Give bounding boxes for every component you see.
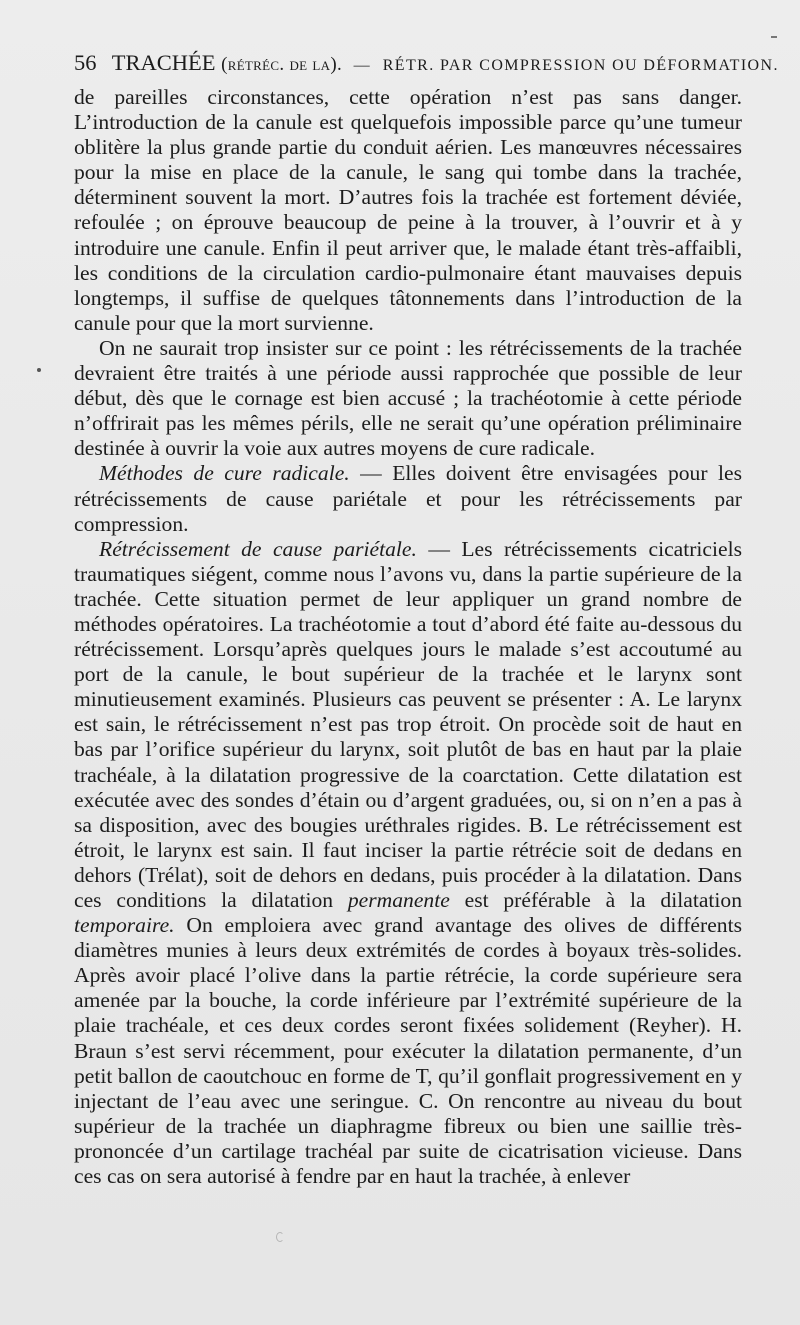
- paragraph-4: [74, 537, 742, 1189]
- corner-speck: [771, 36, 777, 38]
- header-running-title: RÉTR. PAR COMPRESSION OU DÉFORMATION.: [382, 57, 779, 74]
- running-header: [74, 46, 779, 80]
- margin-dot: [37, 368, 41, 372]
- paragraph-2: On ne saurait trop insister sur ce point : les rétrécissements de la trachée devraient être traités à une période aussi rapprochée que possible de leur début, dès que le cornage est bien accusé ; la trachéotomie à cette période n’offrirait pas les mêmes périls, elle ne serait qu’une opération préliminaire destinée à ouvrir la voie aux autres moyens de cure radicale.: [74, 335, 742, 461]
- paragraph-1: de pareilles circonstances, cette opération n’est pas sans danger. L’introduction de la canule est quelquefois impossible parce qu’une tumeur oblitère la plus grande partie du conduit aérien. Les manœuvres nécessaires pour la mise en place de la canule, le sang qui tombe dans la trachée, déterminent souvent la mort. D’autres fois la trachée est fortement déviée, refoulée ; on éprouve beaucoup de peine à la trouver, à l’ouvrir et à y introduire une canule. Enfin il peut arriver que, le malade étant très-affaibli, les conditions de la circulation cardio-pulmonaire étant mauvaises depuis longtemps, il suffise de quelques tâtonnements dans l’introduction de la canule pour que la mort survienne.: [74, 85, 742, 335]
- emphasis-temporaire: temporaire.: [74, 913, 175, 938]
- section-heading-retrecissement: Rétrécissement de cause pariétale.: [99, 536, 417, 561]
- page-number: 56: [74, 50, 97, 75]
- header-title: TRACHÉE: [111, 50, 216, 75]
- paragraph-4-text-a: — Les rétrécissements cicatriciels traumatiques siégent, comme nous l’avons vu, dans la partie supérieure de la trachée. Cette situation permet de leur appliquer un grand nombre de méthodes opératoires. La trachéotomie a tout d’abord été faite au-dessous du rétrécissement. Lorsqu’après quelques jours le malade s’est accoutumé au port de la canule, le bout supérieur de la trachée et le larynx sont minutieusement examinés. Plusieurs cas peuvent se présenter : A. Le larynx est sain, le rétrécissement n’est pas trop étroit. On procède soit de haut en bas par l’orifice supérieur du larynx, soit plutôt de bas en haut par la plaie trachéale, à la dilatation progressive de la coarctation. Cette dilatation est exécutée avec des sondes d’étain ou d’argent graduées, ou, si on n’en a pas à sa disposition, avec des bougies uréthrales rigides. B. Le rétrécissement est étroit, le larynx est sain. Il faut inciser la partie rétrécie soit de dedans en dehors (Trélat), soit de dehors en dedans, puis procéder à la dilatation. Dans ces conditions la dilatation: [74, 536, 742, 912]
- body-text: [74, 85, 742, 1189]
- paragraph-3: [74, 461, 742, 536]
- paragraph-4-text-c: On emploiera avec grand avantage des olives de différents diamètres munies à leurs deux extrémités de cordes à boyaux très-solides. Après avoir placé l’olive dans la partie rétrécie, la corde supérieure sera amenée par la bouche, la corde inférieure par l’extrémité supérieure de la plaie trachéale, et ces deux cordes seront fixées solidement (Reyher). H. Braun s’est servi récemment, pour exécuter la dilatation permanente, d’un petit ballon de caoutchouc en forme de T, qu’il gonflait progressivement en y injectant de l’eau avec une seringue. C. On rencontre au niveau du bout supérieur de la trachée un diaphragme fibreux ou bien une saillie très-prononcée d’un cartilage trachéal par suite de cicatrisation vicieuse. Dans ces cas on sera autorisé à fendre par en haut la trachée, à enlever: [74, 913, 742, 1189]
- page-blemish: [276, 1232, 284, 1242]
- emphasis-permanente: permanente: [347, 888, 450, 912]
- paragraph-3-text: — Elles doivent être envisagées pour les rétrécissements de cause pariétale et pour les rétrécissements par compression.: [74, 461, 742, 536]
- section-heading-methodes: Méthodes de cure radicale.: [99, 461, 350, 486]
- header-subtitle: (rétréc. de la).: [221, 54, 343, 75]
- paragraph-4-text-b: est préférable à la dilatation: [449, 888, 742, 912]
- header-dash: —: [353, 57, 372, 74]
